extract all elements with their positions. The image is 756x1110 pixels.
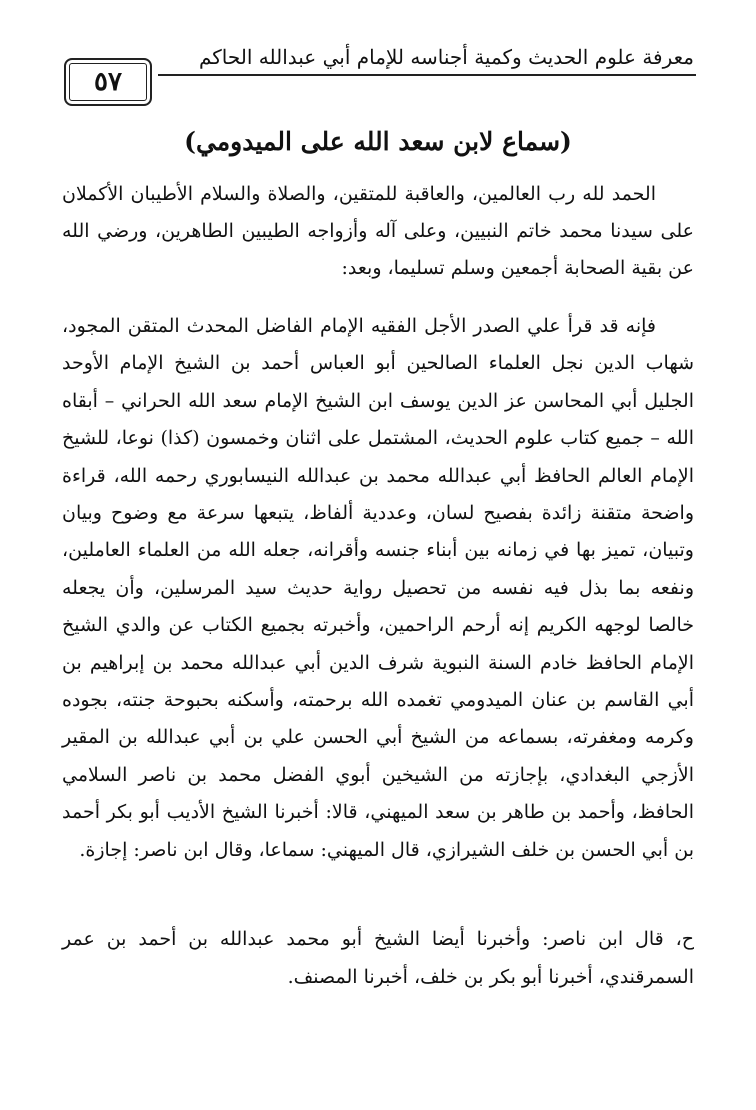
paragraph-3 — [62, 920, 694, 996]
section-title: (سماع لابن سعد الله على الميدومي) — [184, 127, 572, 156]
paragraph-1 — [62, 176, 694, 287]
paragraph-text: فإنه قد قرأ علي الصدر الأجل الفقيه الإمام الفاضل المحدث المتقن المجود، شهاب الدين نجل العلماء الصالحين أبو العباس أحمد بن الشيخ الإمام الأوحد الجليل أبي المحاسن عز الدين يوسف ابن الشيخ الإمام سعد الله الحراني – أبقاه الله – جميع كتاب علوم الحديث، المشتمل على اثنان وخمسون (كذا) نوعا، للشيخ الإمام العالم الحافظ أبي عبدالله محمد بن عبدالله النيسابوري رحمه الله، قراءة واضحة متقنة زائدة بفصيح لسان، وعددية ألفاظ، يتبعها سرعة مع وضوح وبيان وتبيان، تميز بها في زمانه بين أبناء جنسه وأقرانه، جعله الله من العلماء العاملين، ونفعه بما بذل فيه نفسه من تحصيل رواية حديث سيد المرسلين، وأن يجعله خالصا لوجهه الكريم إنه أرحم الراحمين، وأخبرته بجميع الكتاب عن والدي الشيخ الإمام الحافظ خادم السنة النبوية شرف الدين أبي عبدالله محمد بن إبراهيم بن أبي القاسم بن عنان الميدومي تغمده الله برحمته، وأسكنه بحبوحة جنته، بجوده وكرمه ومغفرته، بسماعه من الشيخ أبي الحسن علي بن أبي عبدالله بن المقير الأزجي البغدادي، بإجازته من الشيخين أبوي الفضل محمد بن ناصر السلامي الحافظ، وأحمد بن طاهر بن سعد الميهني، قالا: أخبرنا الشيخ الأديب أبو بكر أحمد بن أبي الحسن بن خلف الشيرازي، قال الميهني: سماعا، وقال ابن ناصر: إجازة. — [62, 315, 694, 861]
page-number: ٥٧ — [64, 58, 152, 106]
header-divider — [158, 74, 696, 76]
paragraph-text: ح، قال ابن ناصر: وأخبرنا أيضا الشيخ أبو محمد عبدالله بن أحمد بن عمر السمرقندي، أخبرنا أبو بكر بن خلف، أخبرنا المصنف. — [62, 928, 694, 988]
running-header: معرفة علوم الحديث وكمية أجناسه للإمام أبي عبدالله الحاكم — [198, 45, 694, 69]
paragraph-text: الحمد لله رب العالمين، والعاقبة للمتقين، والصلاة والسلام الأطيبان الأكملان على سيدنا محمد خاتم النبيين، وعلى آله وأزواجه الطيبين الطاهرين، ورضي الله عن بقية الصحابة أجمعين وسلم تسليما، وبعد: — [62, 183, 694, 279]
paragraph-2 — [62, 308, 694, 869]
